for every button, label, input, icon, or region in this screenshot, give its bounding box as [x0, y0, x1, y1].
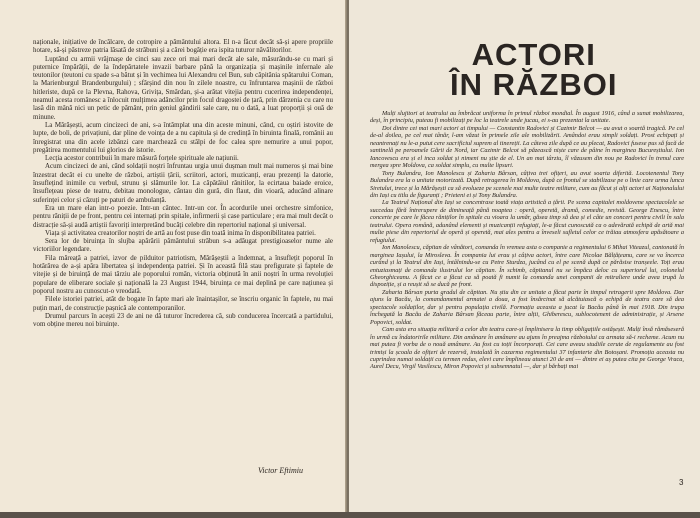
left-paragraph: Acum cincizeci de ani, când soldații noștri înfruntau urgia unui dușman mult mai numeros și mai bine înzestrat decât ei cu unelte de război, artiștii țării, scriitori, actori, muzicanți, erau prezenți la datorie, însuflețind inimile cu verbul, strunu și slămurile lor. La căpătâiul rănitilor, la ecirtaua baiade eroice, însuflețeau piese de teatru, debitau monologue, cântau din gură, din flaut, din vioară, aducând alinare suferinței celor și căzuți pe paturi de ambulanță. [33, 162, 333, 204]
article-title [450, 37, 618, 102]
right-paragraph: La Teatrul Național din Iași se concentrase toată viața artistică a țării. Pe scena capitalei moldovene spectacolele se succedau fără întrerupere de dimineață până noaptea : operă, operetă, dramă, comedie, revistă. George Enescu, între concerte pe care le făcea răniților în spitale cu vioara la umăr, găsea timp să dea și el câte un concert pentru civili în sala teatrului. Opera română, adunând elementi și muzicanții refugiați, le-a făcut cunoscută ca o adevărată echipă de artă mai multe piese din repertoriul de operă și operetă, mai ales pentru a înveseli sufletul celor ce trăiau atmosfera apăsătoare a refugiului. [370, 199, 684, 244]
left-paragraph: Fila măreață a patriei, izvor de pilduitor patriotism, Mărășeștii a îndemnat, a însuflețit poporul în hotărârea de a-și apăra libertatea și independența patriei. Și în această filă stau prefigurate și faptele de vitejie și de biruință de mai târziu ale poporului român, victoria obținută în anii noștri în urma revoluției populare de eliberare sociale și națională la 23 August 1944, biruința ce mai deplină pe care națiunea și poporul nostru au cunoscut-o vreodată. [33, 253, 333, 295]
left-paragraph: naționale, inițiative de încălcare, de cotropire a pământului altora. El n-a făcut decât să-și apere propriile hotare, să-și păstreze patria lăsată de străbuni și a cărei bogăție era ispita tuturor năvălitorilor. [33, 38, 333, 55]
left-paragraph: La Mărășești, acum cincizeci de ani, s-a întâmplat una din aceste minuni, când, cu oștiri istovite de lupte, de boli, de privațiuni, dar pline de voința de a nu capitula și de credință în biruinta finală, românii au înregistrat una din acele izbânzi care marchează cu stâlpi de foc calea spre nemurire a unui popor, pregătirea momentului lui glorios de istorie. [33, 120, 333, 154]
title-line-1: ACTORI [471, 37, 596, 72]
left-paragraph: Drumul parcurs în acești 23 de ani ne dă tuturor încrederea că, sub conducerea încercată a partidului, vom obține mereu noi biruințe. [33, 311, 333, 329]
left-paragraph: Era un mare elan intr-o poezie. Intr-un cântec. Intr-un cor. În acordurile unei orchestre simfonice, pentru răniții de pe front, pentru cei internați prin spitale, infirmerii și case particulare ; era mai mult decât o distracție să-și audă artiștii favoriți interpretând bucăți celebre din repertoriul național și universal. [33, 203, 333, 229]
left-paragraph: Luptând cu armii vrăjmașe de cinci sau zece ori mai mari decât ale sale, măsurându-se cu mari și puternice împărății, de la îndepărtatele invazii barbare până la organizația și mașinile infernale ale teutonilor (teutoni cu spade s-a bătut și în vechimea lui Alexandru cel Bun, sub căpitănia spătarului Coman, la Marienburgul Brandenburgului) ; sfârșind din nou în zilele noastre, cu înfruntarea mașinii de război hitleriste, după ce la Plevna, Rahova, Grivița, Smârdan, și-a arătat vitejia pentru cucerirea independenței, neamul acesta românesc a înlocuit mulțimea adâncilor prin focul dragostei de țară, prin dârzenia cu care nu lasă din mână nici un petic de pământ, prin geniul gândirii sale care, nu o dată, a luat proporții și ouă de minune. [33, 54, 333, 121]
left-paragraph: Sera lor de biruința în slujba apărării pământului străbun s-a adăugat prestigioaselor nume ale victoriilor legendare. [33, 237, 333, 254]
left-paragraph: Viața și activitatea creatorilor noștri de artă au fost puse din toată inima în disponibilitatea patriei. [45, 228, 316, 237]
page-number: 3 [679, 478, 684, 487]
right-paragraph: Mulți slujitori ai teatrului au îmbrăcat uniforma în primul război mondial. În august 1916, când a sunat mobilizarea, deși, în principiu, puteau fi mobilizați pe loc la teatrele unde jucau, ei s-au prezentat la unitate. [370, 110, 684, 125]
left-paragraph: Filele istoriei patriei, atât de bogate în fapte mari ale înaintașilor, se înscriu organic în faptele, nu mai puțin mari, de construcție pașnică ale contemporanilor. [33, 295, 333, 312]
right-paragraph: Tony Bulandra, Ion Manolescu și Zaharia Bârsan, câțiva trei ofițeri, au avut soarta diferită. Locotenentul Tony Bulandra era la o unitate motorizată. După retragerea în Moldova, după ce frontul se stabilizase pe o linie care urma lunca Siretului, trece și la Mărășești ca să evolueze pe scenele mai multe teatre militare, cum au făcut și alți actori ai Naționalului din Iași cu titlu de figuranți ; Prieteni ei și Tony Bulandra. [370, 169, 684, 199]
left-page-text [33, 38, 333, 328]
author-signature: Victor Eftimiu [258, 466, 303, 475]
right-paragraph: Doi dintre cei mai mari actori ai timpului — Constantin Radovici și Cazimir Belcot — au avut o soartă tragică. Pe cel de-al doilea, pe cel mai tânăr, l-am văzut în primele zile ale mobilizării. Amândoi erau simpli soldați. Prost echipați și neantrenați nu le-a putut cere sacrificiul suprem al tinereții. La câteva zile după ce au plecat, Radovici fusese pus să facă de santinelă pe peroanele Gării de Nord, iar Cazimir Belcot să păzească niște care de pâine în marginea Bucureștiului. Ion Iancovescu era și el inca soldat și nimeni nu știe de el. Un an mai târziu, îl văzusem din nou pe Radovici în trenul care mergea spre Moldova, ca soldat simplu, cu multe lipsuri. [370, 124, 684, 170]
right-paragraph: Zaharia Bârsan purta gradul de căpitan. Nu știu din ce unitate a făcut parte în timpul retragerii spre Moldova. Dar ajuns la Bacău, la comandamentul armatei a doua, a fost însărcinat să alcătuiască o echipă de teatru care să dea spectacole soldaților, dar și pentru populația civilă. Formația aceasta a jucat la Bacău până în mai 1918. Din trupa închegată la Bacău de Zaharia Bârsan făceau parte, între alții, Ghiberescu, sublocotenent de administrație, și Arsene Popovici, soldat. [370, 288, 684, 326]
book-bottom-edge [0, 512, 700, 518]
right-paragraph: Cam asta era situația militară a celor din teatru care-și împlinisera la timp obligațiile ostășești. Mulți însă rămăseseră în urmă cu îndatoririle militare. Din amânare în amânare au ajuns în preajma războiului ca armata să-i recheme. Acum nu mai putea fi vorba de o nouă amânare. Au fost cu toții încorporați. Cei care aveau studiile cerute de regulamente au fost trimiși la școala de ofițeri de rezervă, instalată în cazarma regimentului 37 infanterie din Botoșani. Promoția aceasta nu cuprindea numai soldații cu termen redus, elevi care împlineau atunci 20 de ani — dintre ei aș putea cita pe George Vraca, Aurel Decu, Virgil Vasilescu, Miron Popovici și subsemnatul —, dar și bărbați mai [370, 326, 684, 371]
title-line-2: ÎN RĂZBOI [450, 67, 618, 102]
right-page-text [370, 110, 684, 371]
right-paragraph: Ion Manolescu, căpitan de vânători, comanda în vremea asta o companie a regimentului 6 Mihai Viteazul, cantonată în marginea Iașului, la Mirosleva. În compania lui erau și câțiva actori, între care Nicolae Bălțățeanu, care se va încerca curând și la Teatrul din Iași, întâlnindu-se cu Petre Sturdza, jucând cu el pe scenă după ce părăsise tranșeele. Toți erau entuziasmați de comanda ilustrului lor căpitan. În schimb, căpitanul nu se împăca deloc cu superiorul lui, colonelul Gheorghiceanu. A făcut ce a făcut ca să poată fi numit la comanda unei companii de mitraliere unde avea trupă la dispoziție, și a reușit să se ducă pe front. [370, 244, 684, 289]
left-paragraph: Lecția acestor contribuii în mare măsură forțele spirituale ale națiunii. [45, 154, 239, 163]
